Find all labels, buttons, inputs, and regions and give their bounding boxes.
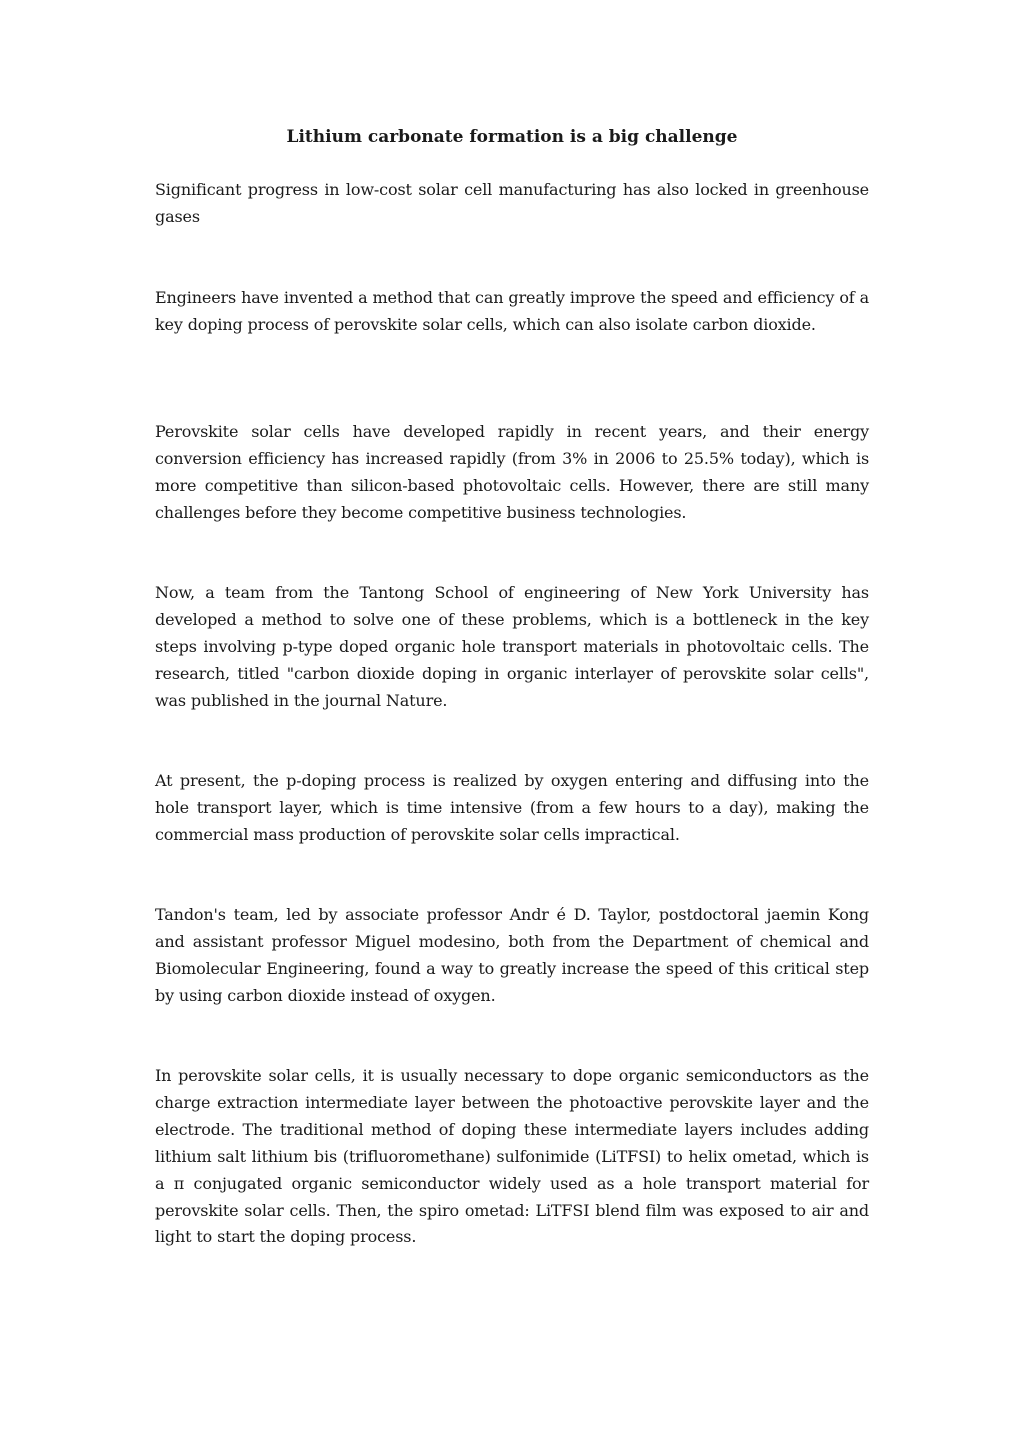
paragraph-subtitle: Significant progress in low-cost solar cell manufacturing has also locked in greenhouse gases <box>155 180 869 226</box>
paragraph-p-doping-process: At present, the p-doping process is realized by oxygen entering and diffusing into the hole transport layer, which is time intensive (from a few hours to a day), making the commercial mass production of perovskite solar cells impractical. <box>155 771 869 844</box>
paragraph-perovskite-progress: Perovskite solar cells have developed rapidly in recent years, and their energy conversion efficiency has increased rapidly (from 3% in 2006 to 25.5% today), which is more competitive than silicon-based photovoltaic cells. However, there are still many challenges before they become competitive business technologies. <box>155 422 869 522</box>
paragraph-engineers-method: Engineers have invented a method that can greatly improve the speed and efficiency of a key doping process of perovskite solar cells, which can also isolate carbon dioxide. <box>155 288 869 334</box>
paragraph-tandon-team: Tandon's team, led by associate professor Andr é D. Taylor, postdoctoral jaemin Kong and assistant professor Miguel modesino, both from the Department of chemical and Biomolecular Engineering, found a way to greatly increase the speed of this critical step by using carbon dioxide instead of oxygen. <box>155 905 869 1005</box>
document-title: Lithium carbonate formation is a big challenge <box>286 127 738 147</box>
paragraph-nyu-team: Now, a team from the Tantong School of engineering of New York University has developed a method to solve one of these problems, which is a bottleneck in the key steps involving p-type doped organic hole transport materials in photovoltaic cells. The research, titled "carbon dioxide doping in organic interlayer of perovskite solar cells", was published in the journal Nature. <box>155 583 869 710</box>
paragraph-doping-method: In perovskite solar cells, it is usually necessary to dope organic semiconductors as the charge extraction intermediate layer between the photoactive perovskite layer and the electrode. The traditional method of doping these intermediate layers includes adding lithium salt lithium bis (trifluoromethane) sulfonimide (LiTFSI) to helix ometad, which is a π conjugated organic semiconductor widely used as a hole transport material for perovskite solar cells. Then, the spiro ometad: LiTFSI blend film was exposed to air and light to start the doping process. <box>155 1066 869 1247</box>
